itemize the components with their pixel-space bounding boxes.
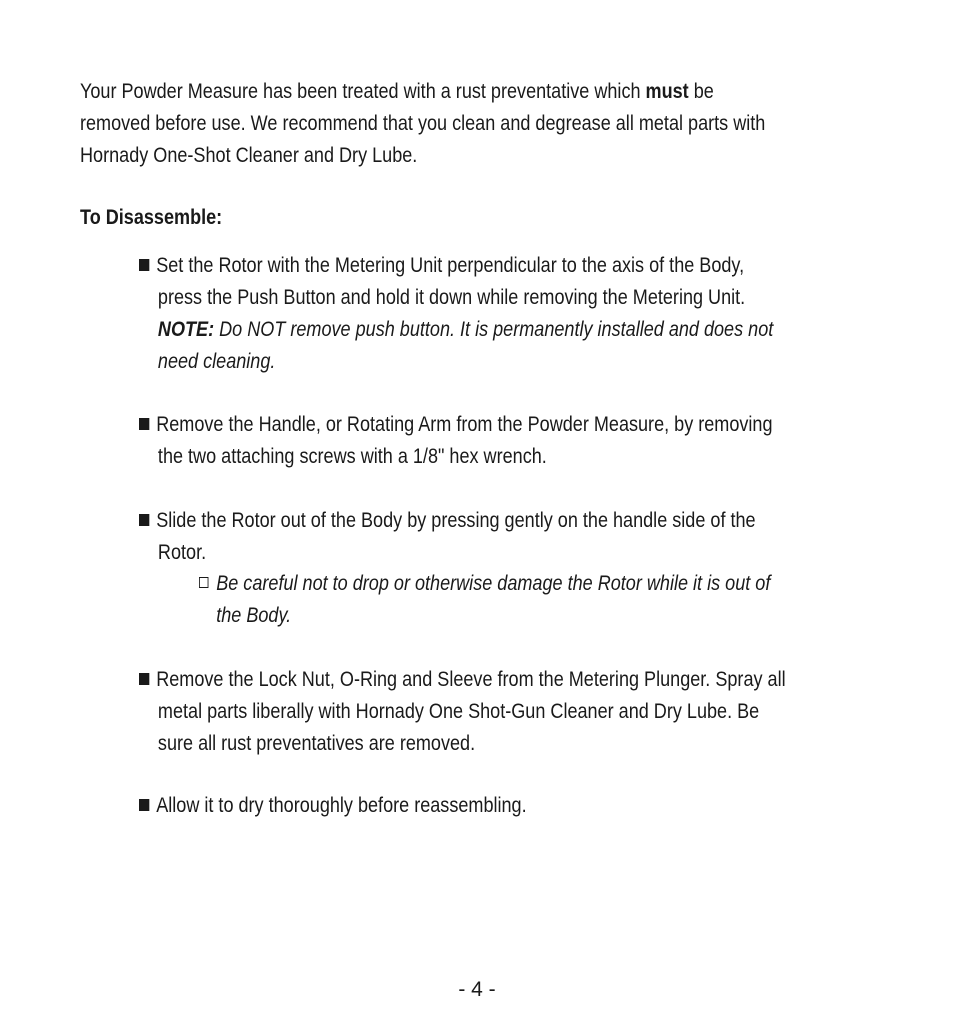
intro-line-2: removed before use. We recommend that you clean and degrease all metal parts with xyxy=(80,112,766,135)
step-item xyxy=(139,664,883,760)
filled-square-bullet-icon xyxy=(139,418,149,430)
step-text: Set the Rotor with the Metering Unit perpendicular to the axis of the Body, xyxy=(156,254,745,277)
step-item xyxy=(139,409,883,473)
note-text: need cleaning. xyxy=(157,350,276,373)
filled-square-bullet-icon xyxy=(139,673,149,685)
subitem-text: Be careful not to drop or otherwise damage the Rotor while it is out of xyxy=(216,572,771,595)
step-item xyxy=(139,790,883,822)
intro-paragraph xyxy=(80,76,880,172)
section-heading: To Disassemble: xyxy=(80,206,223,229)
step-text: press the Push Button and hold it down while removing the Metering Unit. xyxy=(157,286,746,309)
filled-square-bullet-icon xyxy=(139,514,149,526)
step-text: sure all rust preventatives are removed. xyxy=(157,732,476,755)
open-square-bullet-icon xyxy=(199,577,208,588)
note-label: NOTE: xyxy=(157,318,215,341)
subitem-text: the Body. xyxy=(216,604,292,627)
step-text: the two attaching screws with a 1/8" hex wrench. xyxy=(157,445,547,468)
step-text: Rotor. xyxy=(157,541,207,564)
step-text: metal parts liberally with Hornady One Shot-Gun Cleaner and Dry Lube. Be xyxy=(157,700,760,723)
intro-line-3: Hornady One-Shot Cleaner and Dry Lube. xyxy=(80,144,418,167)
page-number: - 4 - xyxy=(458,978,496,1001)
step-text: Allow it to dry thoroughly before reassembling. xyxy=(156,794,527,817)
step-text: Remove the Handle, or Rotating Arm from the Powder Measure, by removing xyxy=(156,413,773,436)
intro-line-1 xyxy=(80,76,880,108)
intro-text: Your Powder Measure has been treated with a rust preventative which xyxy=(80,80,646,103)
step-subitem xyxy=(199,568,874,632)
intro-emphasis: must xyxy=(645,80,689,103)
intro-text: be xyxy=(688,80,714,103)
step-item xyxy=(139,250,883,378)
step-text: Slide the Rotor out of the Body by pressing gently on the handle side of the xyxy=(156,509,756,532)
filled-square-bullet-icon xyxy=(139,799,149,811)
filled-square-bullet-icon xyxy=(139,259,149,271)
step-note xyxy=(139,314,883,346)
step-item xyxy=(139,505,883,569)
step-text: Remove the Lock Nut, O-Ring and Sleeve from the Metering Plunger. Spray all xyxy=(156,668,786,691)
note-text: Do NOT remove push button. It is permanently installed and does not xyxy=(214,318,774,341)
